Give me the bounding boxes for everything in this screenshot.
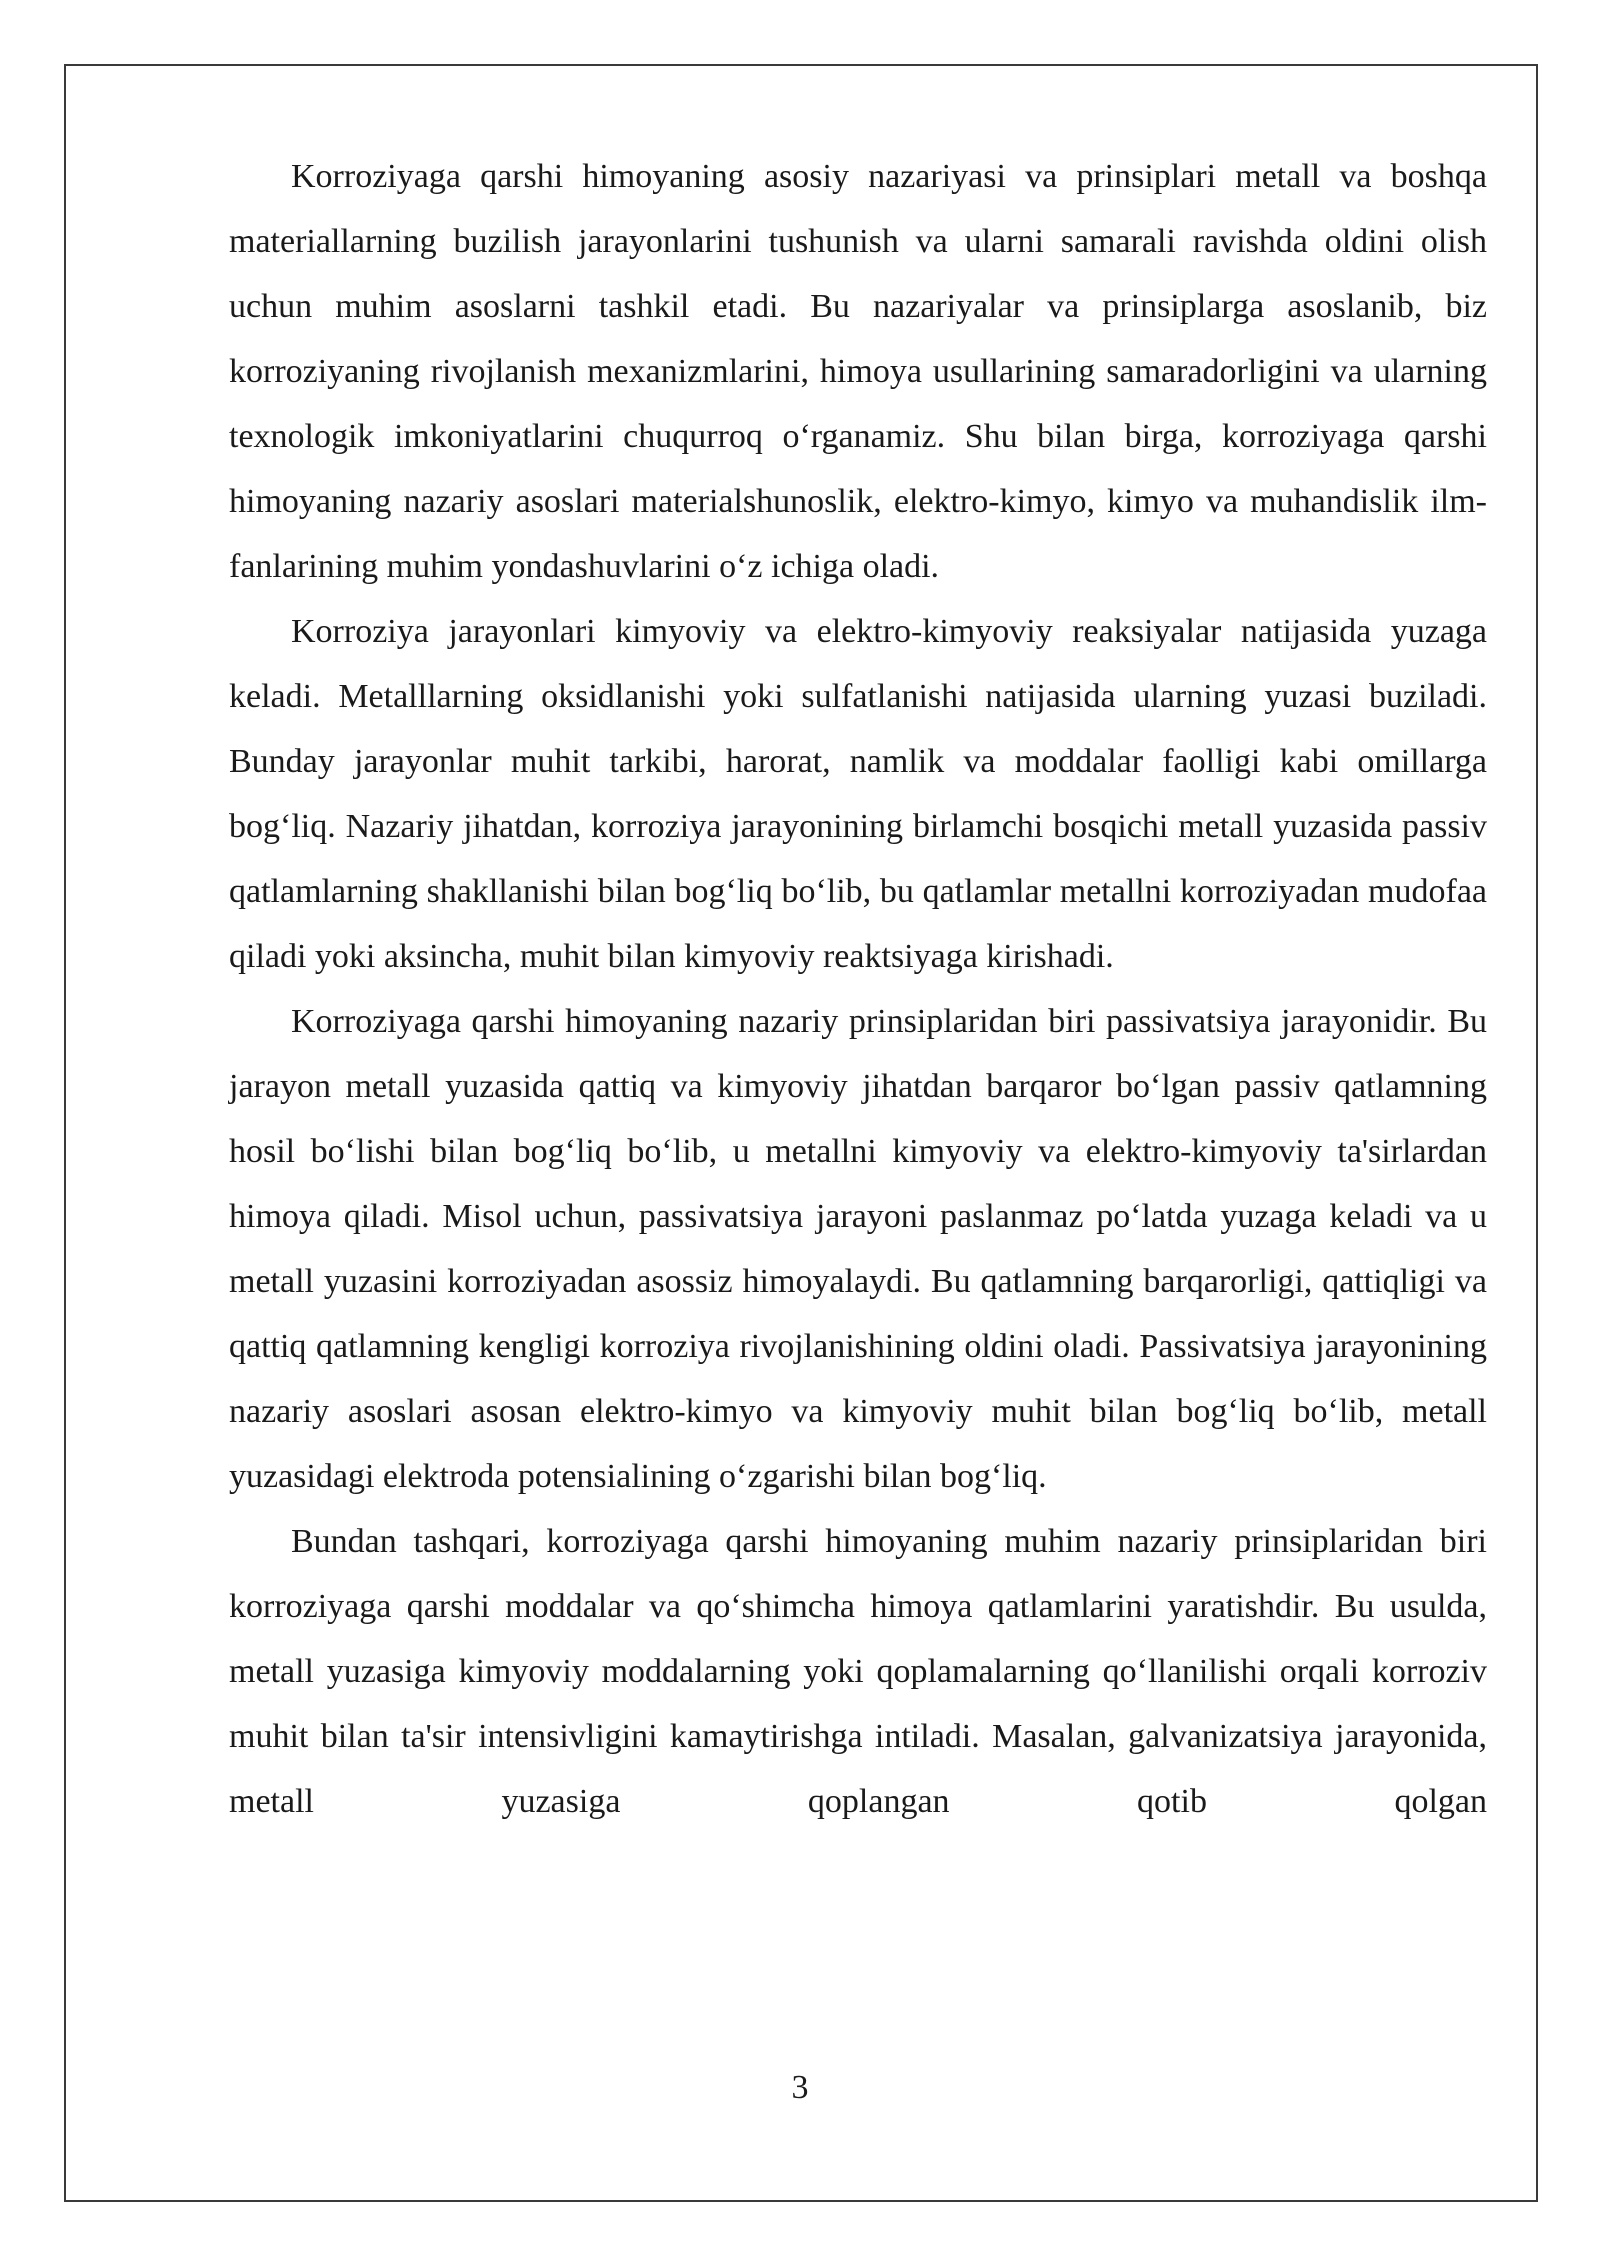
paragraph: Bundan tashqari, korroziyaga qarshi himoyaning muhim nazariy prinsiplaridan biri korroziyaga qarshi moddalar va qo‘shimcha himoya qatlamlarini yaratishdir. Bu usulda, metall yuzasiga kimyoviy moddalarning yoki qoplamalarning qo‘llanilishi orqali korroziv muhit bilan ta'sir intensivligini kamaytirishga intiladi. Masalan, galvanizatsiya jarayonida, metall yuzasiga qoplangan qotib qolgan	[229, 1523, 1487, 1820]
page-number: 3	[791, 2069, 809, 2106]
paragraph: Korroziyaga qarshi himoyaning asosiy nazariyasi va prinsiplari metall va boshqa materiallarning buzilish jarayonlarini tushunish va ularni samarali ravishda oldini olish uchun muhim asoslarni tashkil etadi. Bu nazariyalar va prinsiplarga asoslanib, biz korroziyaning rivojlanish mexanizmlarini, himoya usullarining samaradorligini va ularning texnologik imkoniyatlarini chuqurroq o‘rganamiz. Shu bilan birga, korroziyaga qarshi himoyaning nazariy asoslari materialshunoslik, elektro-kimyo, kimyo va muhandislik ilm-fanlarining muhim yondashuvlarini o‘z ichiga oladi.	[229, 158, 1487, 585]
paragraph: Korroziya jarayonlari kimyoviy va elektro-kimyoviy reaksiyalar natijasida yuzaga keladi. Metalllarning oksidlanishi yoki sulfatlanishi natijasida ularning yuzasi buziladi. Bunday jarayonlar muhit tarkibi, harorat, namlik va moddalar faolligi kabi omillarga bog‘liq. Nazariy jihatdan, korroziya jarayonining birlamchi bosqichi metall yuzasida passiv qatlamlarning shakllanishi bilan bog‘liq bo‘lib, bu qatlamlar metallni korroziyadan mudofaa qiladi yoki aksincha, muhit bilan kimyoviy reaktsiyaga kirishadi.	[229, 613, 1487, 975]
document-body	[229, 144, 1487, 1834]
paragraph: Korroziyaga qarshi himoyaning nazariy prinsiplaridan biri passivatsiya jarayonidir. Bu jarayon metall yuzasida qattiq va kimyoviy jihatdan barqaror bo‘lgan passiv qatlamning hosil bo‘lishi bilan bog‘liq bo‘lib, u metallni kimyoviy va elektro-kimyoviy ta'sirlardan himoya qiladi. Misol uchun, passivatsiya jarayoni paslanmaz po‘latda yuzaga keladi va u metall yuzasini korroziyadan asossiz himoyalaydi. Bu qatlamning barqarorligi, qattiqligi va qattiq qatlamning kengligi korroziya rivojlanishining oldini oladi. Passivatsiya jarayonining nazariy asoslari asosan elektro-kimyo va kimyoviy muhit bilan bog‘liq bo‘lib, metall yuzasidagi elektroda potensialining o‘zgarishi bilan bog‘liq.	[229, 1003, 1487, 1495]
